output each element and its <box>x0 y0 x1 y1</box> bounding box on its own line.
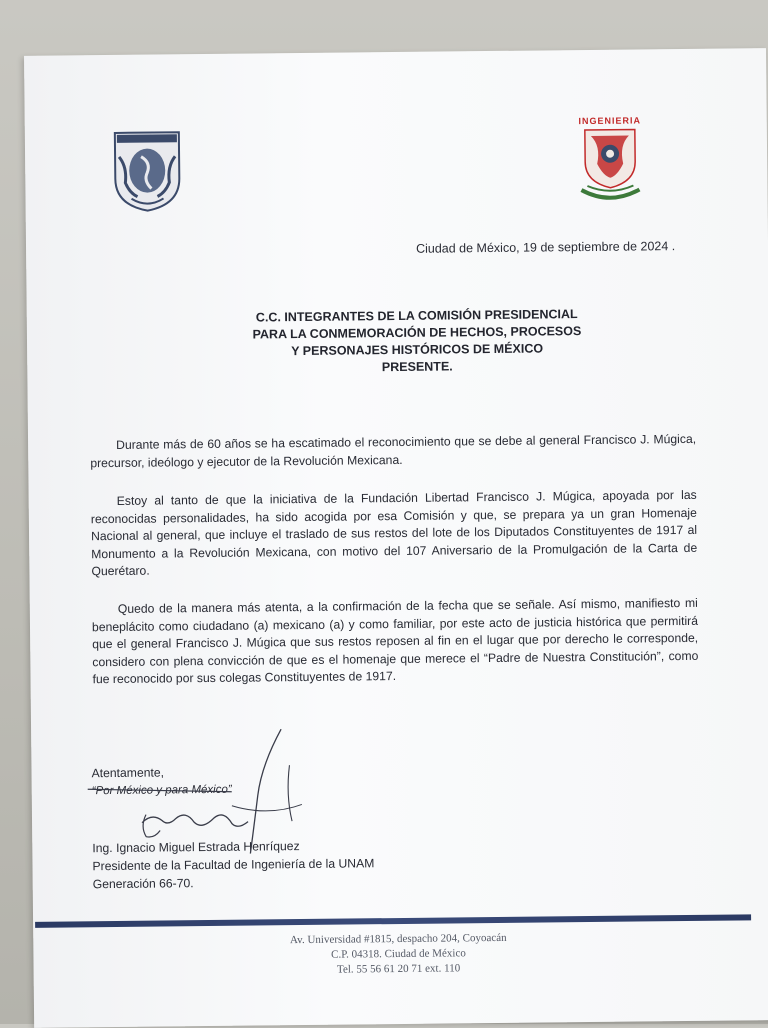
footer-divider <box>35 914 751 927</box>
recipient-line: PARA LA CONMEMORACIÓN DE HECHOS, PROCESOS <box>252 324 582 342</box>
signer-block <box>92 836 374 893</box>
recipient-block <box>207 306 628 378</box>
letter-date: Ciudad de México, 19 de septiembre de 2024 . <box>415 239 676 256</box>
recipient-line: C.C. INTEGRANTES DE LA COMISIÓN PRESIDENCIAL <box>255 307 578 325</box>
recipient-line: Y PERSONAJES HISTÓRICOS DE MÉXICO <box>291 341 544 359</box>
footer-line: Tel. 55 56 61 20 71 ext. 110 <box>336 962 461 976</box>
ingenieria-seal-icon <box>571 115 650 204</box>
body-paragraph-3: Quedo de la manera más atenta, a la confirmación de la fecha que se señale. Así mismo, manifiesto mi beneplácito como ciudadano (a) mexicano (a) y como familiar, por este acto de justicia histórica que permitirá que el general Francisco J. Múgica que sus restos reposen al fin en el lugar que por derecho le corresponde, considero con plena convicción de que es el homenaje que merece el “Padre de Nuestra Constitución”, como fue reconocido por sus colegas Constituyentes de 1917. <box>91 595 699 687</box>
motto-text: “Por México y para México” <box>91 783 232 798</box>
body-paragraph-2: Estoy al tanto de que la iniciativa de la Fundación Libertad Francisco J. Múgica, apoyada por las reconocidas personalidades, ha sido acogida por esa Comisión y que, se prepara ya un gran Homenaje Nacional al general, que incluye el traslado de sus restos del lote de los Diputados Constituyentes de 1917 al Monumento a la Revolución Mexicana, con motivo del 107 Aniversario de la Promulgación de la Carta de Querétaro. <box>90 487 698 579</box>
seal-title: INGENIERIA <box>578 115 642 127</box>
unam-seal-icon <box>107 126 188 213</box>
closing-text: Atentamente, <box>91 765 165 781</box>
signer-title: Presidente de la Facultad de Ingeniería de la UNAM <box>92 856 375 874</box>
footer-line: Av. Universidad #1815, despacho 204, Coyoacán <box>289 931 507 947</box>
footer-line: C.P. 04318. Ciudad de México <box>331 947 466 961</box>
signer-name: Ing. Ignacio Miguel Estrada Henríquez <box>92 839 300 856</box>
footer-address <box>183 930 613 980</box>
signer-generation: Generación 66-70. <box>92 876 194 892</box>
recipient-line: PRESENTE. <box>381 359 453 375</box>
letter-page <box>24 48 768 1028</box>
body-paragraph-1: Durante más de 60 años se ha escatimado el reconocimiento que se debe al general Francisco J. Múgica, precursor, ideólogo y ejecutor de la Revolución Mexicana. <box>90 431 697 470</box>
